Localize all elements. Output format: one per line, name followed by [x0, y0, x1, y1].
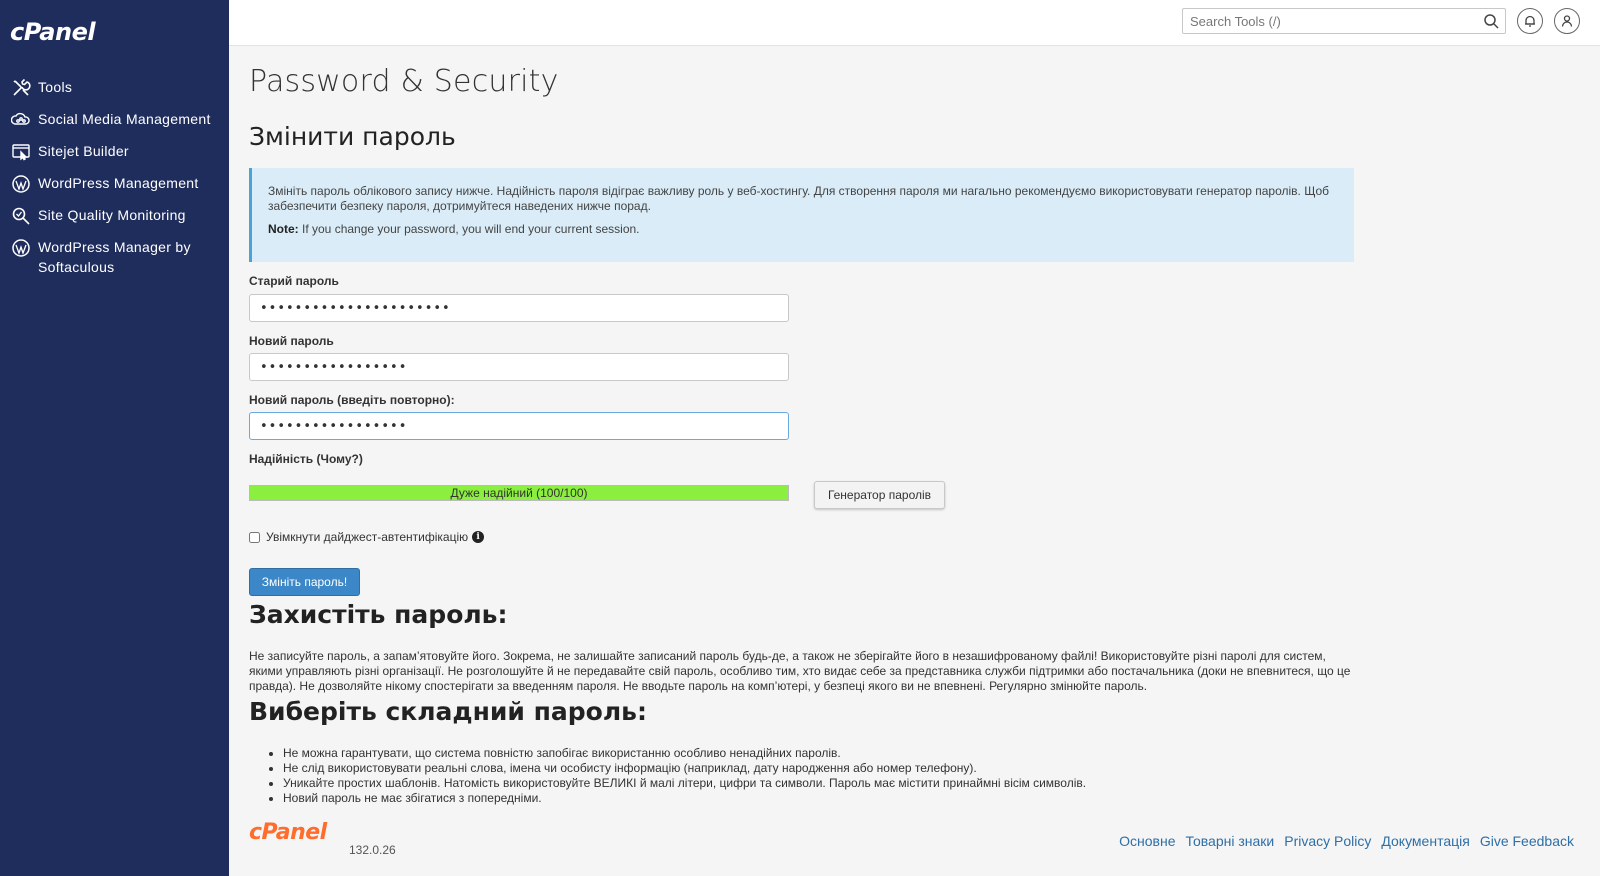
- sidebar-item-tools[interactable]: [0, 72, 229, 104]
- strength-text: Дуже надійний (100/100): [450, 486, 588, 500]
- user-icon: [1560, 14, 1574, 28]
- footer-link-documentation[interactable]: Документація: [1381, 833, 1470, 849]
- user-menu-button[interactable]: [1554, 8, 1580, 34]
- list-item: • Уникайте простих шаблонів. Натомість використовуйте ВЕЛИКІ й малі літери, цифри та символи. Пароль має містити принаймні вісім символів.: [283, 776, 1359, 791]
- page-title: Password & Security: [249, 64, 559, 99]
- info-text: Змініть пароль облікового запису нижче. Надійність пароля відіграє важливу роль у веб-хостингу. Для створення пароля ми нагально рекомендуємо використовувати генератор паролів. Щоб забезпечити безпеку пароля, дотримуйтеся наведених нижче порад.: [268, 184, 1330, 213]
- new-password-label: Новий пароль: [249, 334, 334, 348]
- sidebar-item-wordpress-management[interactable]: [0, 168, 229, 200]
- sidebar-item-label: Tools: [38, 79, 73, 95]
- cpanel-logo[interactable]: cPanel: [10, 18, 96, 46]
- protect-text: Не записуйте пароль, а запам’ятовуйте його. Зокрема, не залишайте записаний пароль будь-де, а також не зберігайте його в незашифрованому файлі! Використовуйте різні паролі для систем, якими управляють різні організації. Не розголошуйте й не передавайте свій пароль, особливо тим, хто видає себе за представника служби підтримки або постачальника (доки не впевнитеся, що це правда). Не дозволяйте нікому спостерігати за введенням пароля. Не вводьте пароль на комп’ютері, у безпеці якого ви не впевнені. Регулярно змінюйте пароль.: [249, 649, 1351, 693]
- new-password-field[interactable]: [249, 353, 789, 381]
- confirm-password-label: Новий пароль (введіть повторно):: [249, 393, 455, 407]
- footer-links: [1119, 833, 1574, 849]
- tools-icon: [10, 77, 32, 99]
- wordpress-icon: [10, 237, 32, 259]
- version-label: 132.0.26: [349, 843, 396, 857]
- sidebar-item-label: WordPress Manager by Softaculous: [38, 239, 191, 275]
- sidebar-item-wordpress-softaculous[interactable]: [0, 232, 229, 282]
- info-icon[interactable]: i: [472, 531, 484, 543]
- strength-label[interactable]: Надійність (Чому?): [249, 452, 363, 466]
- bell-icon: [1523, 14, 1537, 28]
- strength-meter: [249, 485, 789, 501]
- digest-auth-checkbox[interactable]: [249, 532, 260, 543]
- password-generator-button[interactable]: Генератор паролів: [814, 481, 945, 509]
- search-input[interactable]: [1183, 9, 1473, 33]
- change-password-button[interactable]: Змініть пароль!: [249, 568, 360, 596]
- footer-link-trademarks[interactable]: Товарні знаки: [1185, 833, 1275, 849]
- footer-link-feedback[interactable]: Give Feedback: [1479, 833, 1574, 849]
- list-item: • Не можна гарантувати, що система повністю запобігає використанню особливо ненадійних паролів.: [283, 746, 1359, 761]
- note-body: If you change your password, you will end your current session.: [298, 222, 640, 236]
- social-media-icon: [10, 109, 32, 131]
- note-text: [268, 222, 1338, 237]
- sidebar-item-social-media[interactable]: [0, 104, 229, 136]
- notifications-button[interactable]: [1517, 8, 1543, 34]
- sidebar-item-label: Site Quality Monitoring: [38, 207, 186, 223]
- sidebar-item-label: WordPress Management: [38, 175, 199, 191]
- footer-cpanel-logo[interactable]: cPanel: [249, 820, 327, 845]
- site-quality-icon: [10, 205, 32, 227]
- protect-title: Захистіть пароль:: [249, 600, 508, 629]
- sidebar: [0, 0, 229, 876]
- sidebar-item-sitejet[interactable]: [0, 136, 229, 168]
- sidebar-item-label: Sitejet Builder: [38, 143, 129, 159]
- old-password-label: Старий пароль: [249, 274, 339, 288]
- choose-title: Виберіть складний пароль:: [249, 697, 647, 726]
- sitejet-icon: [10, 141, 32, 163]
- footer-link-privacy[interactable]: Privacy Policy: [1284, 833, 1372, 849]
- sidebar-item-label: Social Media Management: [38, 111, 211, 127]
- digest-auth-label: Увімкнути дайджест-автентифікацію: [266, 530, 469, 544]
- list-item: • Не слід використовувати реальні слова, імена чи особисту інформацію (наприклад, дату народження або номер телефону).: [283, 761, 1359, 776]
- confirm-password-field[interactable]: [249, 412, 789, 440]
- tips-list: [249, 746, 1359, 806]
- search-box: [1182, 8, 1506, 34]
- digest-auth-option: [249, 530, 484, 544]
- wordpress-icon: [10, 173, 32, 195]
- search-icon[interactable]: [1483, 13, 1499, 29]
- sidebar-nav: [0, 72, 229, 282]
- note-label: Note:: [268, 222, 299, 236]
- section-title: Змінити пароль: [249, 122, 456, 151]
- old-password-field[interactable]: [249, 294, 789, 322]
- info-alert: [249, 168, 1354, 262]
- top-bar: [229, 0, 1600, 46]
- footer-link-home[interactable]: Основне: [1119, 833, 1176, 849]
- list-item: • Новий пароль не має збігатися з попередніми.: [283, 791, 1359, 806]
- sidebar-item-site-quality[interactable]: [0, 200, 229, 232]
